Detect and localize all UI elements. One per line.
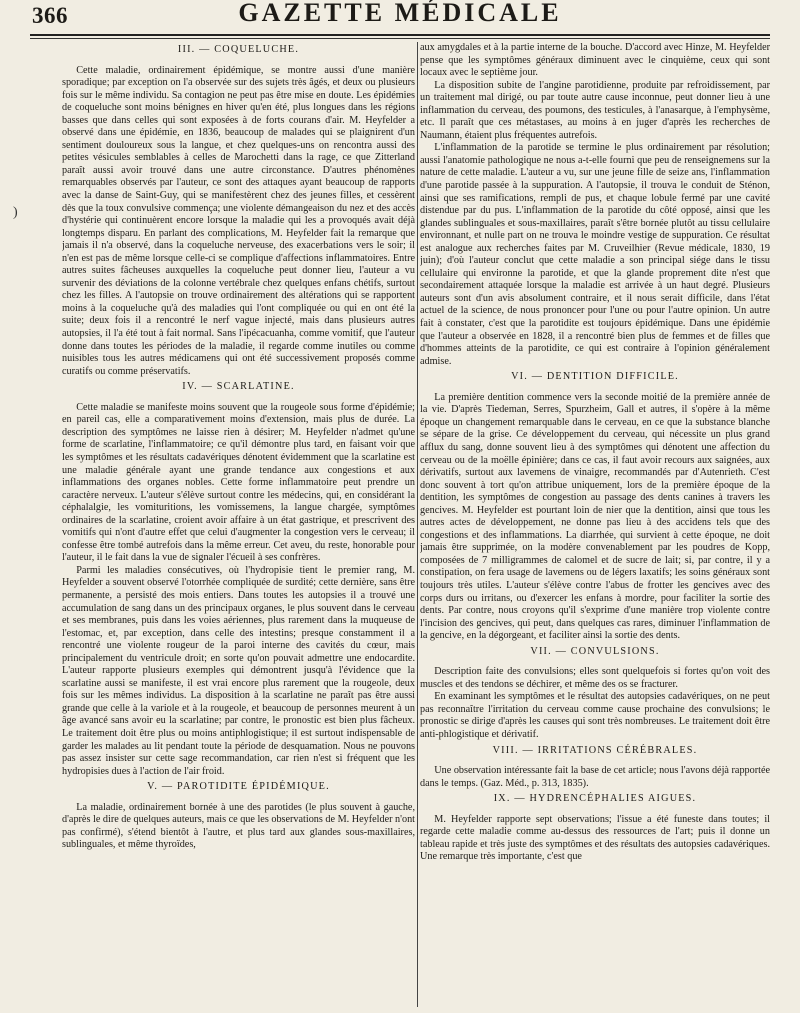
header-rule-thick xyxy=(30,34,770,36)
paragraph: La disposition subite de l'angine parotidienne, produite par refroidissement, par un traitement mal dirigé, ou par toute autre cause inconnue, peut donner lieu à une inflammation du cerveau, des poumons, des testicules, à l'anasarque, à l'emphysème, etc. Il paraît que ces métastases, au moins à en juger d'après les recherches de Naumann, étaient plus fréquentes autrefois. xyxy=(420,79,770,141)
paragraph-continued: aux amygdales et à la partie interne de la bouche. D'accord avec Hinze, M. Heyfelder pense que les symptômes généraux diminuent avec le cinquième, ceux qui sont locaux avec le septième jour. xyxy=(420,42,770,79)
section-heading-scarlatine: IV. — SCARLATINE. xyxy=(182,381,295,393)
paragraph: Cette maladie se manifeste moins souvent que la rougeole sous forme d'épidémie; en pareil cas, elle a comparativement moins d'extension, mais plus de durée. La description des symptômes ne laisse rien à désirer; M. Heyfelder n'admet qu'une forme de scarlatine, l'inflammatoire; ce qu'il démontre plus tard, en faisant voir que les symptômes et les résultats cadavériques dénotent évidemment que la scarlatine est une maladie générale ayant une grande tendance aux congestions et aux inflammations des organes nobles. Cette forme inflammatoire peut prendre un caractère nerveux. L'auteur s'élève surtout contre les médecins, qui, en considérant la céphalalgie, les vomituritions, les vomissemens, la langue chargée, symptômes ordinaires de la scarlatine, croient avoir affaire à un état gastrique, et prescrivent des vomitifs qui n'ont d'autre effet que celui d'augmenter la congestion vers le cerveau; il confesse être tombé autrefois dans la même erreur. Cet aveu, du reste, honorable pour l'auteur, il le fait dans la vue de signaler l'écueil à ses confrères. xyxy=(62,401,415,564)
page-header xyxy=(30,0,770,34)
section-heading-parotidite: V. — PAROTIDITE ÉPIDÉMIQUE. xyxy=(147,781,330,793)
section-heading-convulsions: VII. — CONVULSIONS. xyxy=(530,645,660,657)
page-number: 366 xyxy=(32,3,68,28)
left-column xyxy=(62,42,415,1007)
paragraph: M. Heyfelder rapporte sept observations; l'issue a été funeste dans toutes; il regarde cette maladie comme au-dessus des ressources de l'art; puis il donne un tableau rapide et très juste des symptômes et des résultats des autopsies cadavériques. Une remarque très importante, c'est que xyxy=(420,813,770,863)
column-divider xyxy=(417,42,418,1007)
journal-title: GAZETTE MÉDICALE xyxy=(238,0,562,27)
section-heading-coqueluche: III. — COQUELUCHE. xyxy=(177,44,300,55)
paragraph: La maladie, ordinairement bornée à une des parotides (le plus souvent à gauche, d'après le dire de quelques auteurs, mais ce que les observations de M. Heyfelder n'ont pas confirmé), s'étend bientôt à l'autre, et plus tard aux glandes sous-maxillaires, sublinguales, et même thyroïdes, xyxy=(62,801,415,851)
margin-mark: ) xyxy=(13,205,18,220)
section-heading-irritations: VIII. — IRRITATIONS CÉRÉBRALES. xyxy=(492,744,698,756)
header-rule-thin xyxy=(30,38,770,39)
paragraph: Cette maladie, ordinairement épidémique, se montre aussi d'une manière sporadique; par exception on l'a observée sur des sujets très âgés, et deux ou plusieurs fois sur le même individu. Sa contagion ne peut pas être mise en doute. Les épidémies de coqueluche sont moins bénignes en hiver qu'en été, plus longues dans les régions basses que dans celles qui sont exposées à de forts courans d'air. M. Heyfelder a observé dans une épidémie, en 1836, beaucoup de malades qui se plaignirent d'un sentiment douloureux sous la langue, et chez quelques-uns on rencontra aussi des petites vésicules semblables à celles de Marochetti dans la rage, ce que Zitterland paraît aussi avoir trouvé dans une autre circonstance. D'autres phénomènes remarquables observés par l'auteur, ce sont des attaques ayant beaucoup de rapports avec la danse de Saint-Guy, qui se manifestèrent chez des jeunes filles, et cessèrent dès que la toux convulsive commença; une violente démangeaison du nez et des accès d'hystérie qui continuèrent encore lorsque la maladie qui les a provoqués avait déjà longtemps disparu. En parlant des complications, M. Heyfelder fait la remarque que jamais il n'a observé, dans la coqueluche nerveuse, des exacerbations vers le soir; il n'en est pas de même lorsque celle-ci se complique d'affections inflammatoires. Entre autres suites fâcheuses auxquelles la coqueluche peut donner lieu, l'auteur a vu survenir des déviations de la colonne vertébrale chez quelques enfans chétifs, surtout chez les filles. A l'autopsie on trouve ordinairement des altérations qui se rapportent moins à la coqueluche qu'à des maladies qui l'ont compliquée ou qui en ont été la suite; deux fois il a rencontré le nerf vague injecté, mais dans plusieurs autres autopsies, il l'a été tout à fait normal. Sans l'ipécacuanha, comme vomitif, que l'auteur donne dans toutes les périodes de la maladie, il regarde comme inutiles ou comme nuisibles tous les autres médicamens qui ont été successivement proposés comme curatifs ou comme préservatifs. xyxy=(62,64,415,377)
paragraph: Description faite des convulsions; elles sont quelquefois si fortes qu'on voit des muscles et des tendons se déchirer, et même des os se fracturer. xyxy=(420,666,770,690)
paragraph: Une observation intéressante fait la base de cet article; nous l'avons déjà rapportée dans le temps. (Gaz. Méd., p. 313, 1835). xyxy=(420,765,770,789)
paragraph: Parmi les maladies consécutives, où l'hydropisie tient le premier rang, M. Heyfelder a souvent observé l'otorrhée compliquée de surdité; cette dernière, sans être permanente, a persisté des mois entiers. Dans toutes les autopsies il a trouvé une accumulation de sang dans un des principaux organes, le plus souvent dans le cerveau et ses membranes, puis dans les voies aériennes, plus rarement dans la muqueuse de l'estomac, et, par exception, dans celle des intestins; presque constamment il a rencontré une violente rougeur de la paroi interne des cavités du cœur, mais principalement du ventricule droit; en sorte qu'on pouvait admettre une endocardite. L'auteur rapporte plusieurs exemples qui démontrent jusqu'à l'évidence que la scarlatine aussi se manifeste, il est vrai encore plus rarement que la rougeole, deux fois sur les mêmes individus. La disposition à la scarlatine ne paraît pas être aussi grande que celle à la variole et à la rougeole, et beaucoup de personnes meurent à un âge avancé sans avoir eu la scarlatine; par contre, le pronostic est bien plus fâcheux. Le traitement doit être plus ou moins antiphlogistique; il est surtout indispensable de garder les malades au lit pendant toute la période de desquamation. Nous ne pouvons pas assez insister sur cette sage recommandation, car rien n'est si fréquent que les hydropisies dues à l'action de l'air froid. xyxy=(62,564,415,777)
right-column xyxy=(420,42,770,1007)
paragraph: L'inflammation de la parotide se termine le plus ordinairement par résolution; aussi l'anatomie pathologique ne nous a-t-elle fourni que peu de renseignemens sur la nature de cette maladie. L'auteur a vu, sur une jeune fille de seize ans, l'inflammation d'une parotide passée à la suppuration. A l'autopsie, il trouva le conduit de Sténon, ainsi que ses ramifications, rempli de pus, et chaque lobule fermé par une cavité distendue par du pus. L'inflammation de la parotide du côté opposé, ainsi que les glandes sublinguales et sous-maxillaires, paraît s'être bornée plutôt au tissu cellulaire environnant, et nulle part on ne trouva le moindre vestige de suppuration. Ce résultat est analogue aux recherches faites par M. Cruveilhier (Revue médicale, 1830, 19 juin); d'où l'auteur conclut que cette maladie a son principal siége dans le tissu cellulaire qui environne la parotide, et que la glande proprement dite n'est que secondairement attaquée lorsque la maladie est arrivée à un haut degré. Plusieurs auteurs sont d'un avis absolument contraire, et il nous serait difficile, dans l'état actuel de la science, de nous prononcer pour l'une ou pour l'autre opinion. Un autre fait à constater, c'est que la parotidite est toujours épidémique. Dans une épidémie que l'auteur a observée en 1828, il a rencontré bien plus de femmes et de filles que d'hommes atteints de la parotidite, ce qui est contraire à l'opinion généralement admise. xyxy=(420,142,770,367)
paragraph: En examinant les symptômes et le résultat des autopsies cadavériques, on ne peut pas reconnaître l'irritation du cerveau comme cause prochaine des convulsions; le pronostic se dirige d'après les causes qui sont très nombreuses. Le traitement doit être anti-phlogistique et dérivatif. xyxy=(420,691,770,740)
paragraph: La première dentition commence vers la seconde moitié de la première année de la vie. D'après Tiedeman, Serres, Spurzheim, Gall et autres, il s'opère à la même époque un changement remarquable dans le cerveau, en ce que la substance blanche se sépare de la grise. Ce développement du cerveau, qui nécessite un plus grand afflux du sang, donne souvent lieu à des symptômes qui dénotent une affection du cerveau ou de la moëlle épinière; dans ce cas, il faut avoir recours aux saignées, aux dérivatifs, surtout aux lavemens de vinaigre, recommandés par d'Autenrieth. C'est donc souvent à tort qu'on attribue uniquement, lors de la première époque de la dentition, les symptômes de congestion au passage des dents canines à travers les gencives. M. Heyfelder est pourtant loin de nier que la dentition, ainsi que tous les autres actes de développement, ne donne pas lieu à des accidens tels que des congestions et des inflammations. La diarrhée, qui survient à cette époque, ne doit jamais être supprimée, on la modère convenablement par les poudres de Kopp, composées de 7 milligrammes de calomel et de sucre de lait; si, par contre, il y a constipation, on fera usage de lavemens ou de légers laxatifs; les soins généraux sont toujours très utiles. L'auteur s'élève contre l'abus de frotter les gencives avec des corps durs ou irritans, ou d'exercer les enfans à mordre, pour faciliter la sortie des dents. Par contre, nous croyons qu'il s'exprime d'une manière trop violente contre l'incision des gencives, qui peut, dans quelques cas rares, diminuer l'inflammation de la gencive, en la dégorgeant, et faciliter ainsi la sortie des dents. xyxy=(420,391,770,642)
section-heading-dentition: VI. — DENTITION DIFFICILE. xyxy=(511,371,679,383)
section-heading-hydrencephalies: IX. — HYDRENCÉPHALIES AIGUES. xyxy=(493,793,697,805)
